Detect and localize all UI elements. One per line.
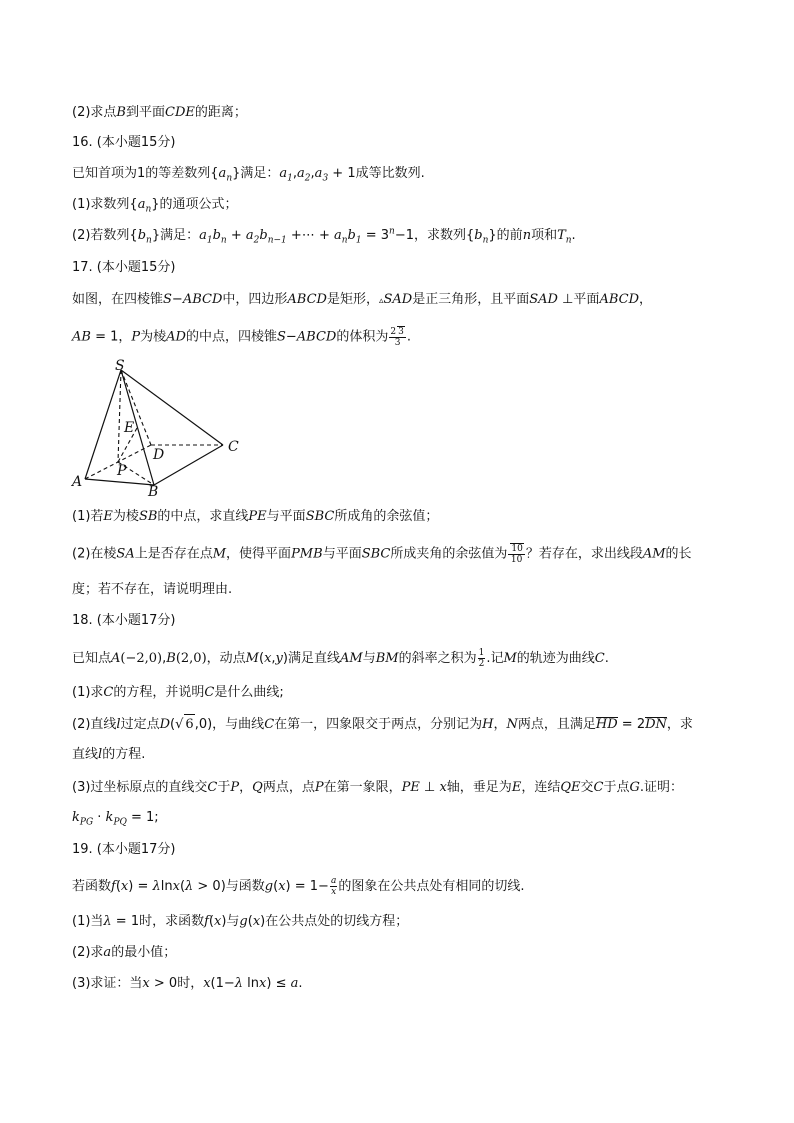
label-B: B <box>148 484 159 498</box>
label-C: C <box>228 439 239 455</box>
problem-header: 16. (本小题15分) <box>72 135 176 150</box>
problem-header: 19. (本小题17分) <box>72 842 176 857</box>
text-line: (3)过坐标原点的直线交C于P，Q两点，点P在第一象限，PE ⊥ x轴，垂足为E，连结QE交C于点G.证明： <box>72 780 683 795</box>
edge-SA <box>85 370 121 479</box>
text-line: (2)求点B到平面CDE的距离； <box>72 105 247 120</box>
text-line: (2)直线l过定点D(√ 6,0)，与曲线C在第一，四象限交于两点，分别记为H，N两点，且满足HD = 2DN，求 <box>72 714 693 735</box>
segment-SP <box>118 370 121 462</box>
text-line: 度；若不存在，请说明理由. <box>72 582 233 597</box>
edge-BC <box>154 445 223 485</box>
label-D: D <box>153 447 165 463</box>
text-line: 已知首项为1的等差数列$\{a_n\}$满足：$a_1,a_2,a_3 + 1$成等比数列. <box>72 166 425 184</box>
text-line: 直线l的方程. <box>72 747 146 762</box>
text-line: 若函数f(x) = λlnx(λ > 0)与函数g(x) = 1− $\frac{a}{x}$ 的图象在公共点处有相同的切线. <box>72 876 525 897</box>
text-line: 如图，在四棱锥S−ABCD中，四边形ABCD是矩形，▵SAD是正三角形，且平面SAD ⊥平面ABCD， <box>72 292 653 307</box>
problem-header: 18. (本小题17分) <box>72 613 176 628</box>
text-line: (1)当λ = 1时，求函数f(x)与g(x)在公共点处的切线方程； <box>72 914 409 929</box>
text-line: (2)若数列$\{b_n\}$满足：$a_1b_n + a_2b_{n-1}$ +⋯ + $a_nb_1 = 3^n-1$，求数列$\{b_n\}$的前n项和$T_n$. <box>72 226 576 246</box>
label-A: A <box>72 474 83 490</box>
label-E: E <box>124 420 135 436</box>
text-line: 已知点A(−2,0),B(2,0)，动点M(x,y)满足直线AM与BM的斜率之积为 $\frac{1}{2}$ .记M的轨迹为曲线C. <box>72 648 609 669</box>
text-line: (2)求a的最小值； <box>72 945 177 960</box>
text-line: (3)求证：当x > 0时，x(1−λ lnx) ≤ a. <box>72 976 303 991</box>
text-line: (2)在棱SA上是否存在点M，使得平面PMB与平面SBC所成夹角的余弦值为 $\frac{10}{10}$ ？若存在，求出线段AM的长 <box>72 544 692 565</box>
text-line: AB = 1，P为棱AD的中点，四棱锥S−ABCD的体积为 $\frac{2 3}{3}$ . <box>72 327 411 348</box>
edge-SC <box>121 370 223 445</box>
pyramid-figure <box>70 358 250 498</box>
label-P: P <box>117 463 127 479</box>
edge-AB <box>85 479 154 485</box>
text-line: (1)求C的方程，并说明C是什么曲线; <box>72 685 284 700</box>
text-line: $k_{PG} \cdot k_{PQ} = 1$; <box>72 810 159 828</box>
text-line: (1)若E为棱SB的中点，求直线PE与平面SBC所成角的余弦值； <box>72 509 439 524</box>
label-S: S <box>115 358 125 374</box>
text-line: (1)求数列$\{a_n\}$的通项公式； <box>72 197 238 215</box>
problem-header: 17. (本小题15分) <box>72 260 176 275</box>
